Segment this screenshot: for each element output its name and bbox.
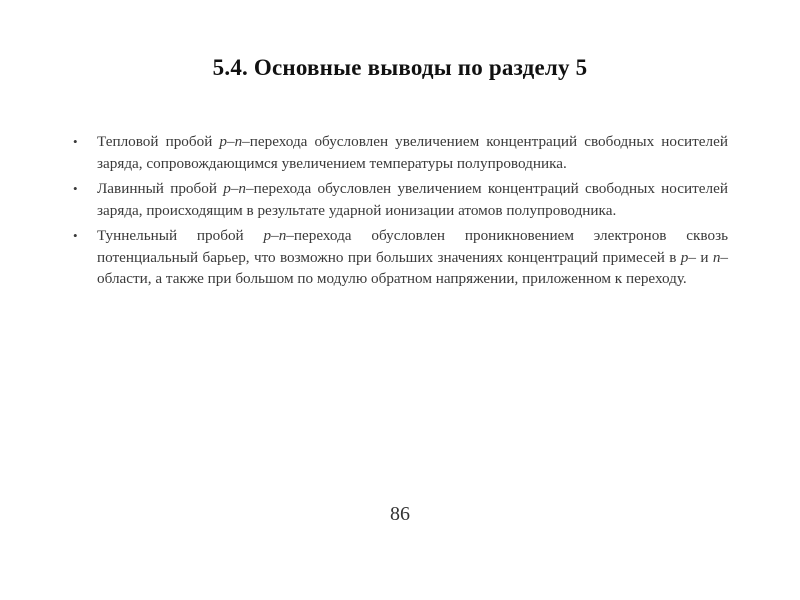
page-title: 5.4. Основные выводы по разделу 5 xyxy=(212,55,588,80)
conclusions-list xyxy=(73,131,728,294)
p-region-term: p xyxy=(680,248,689,266)
pn-term: p–n xyxy=(263,227,287,244)
list-item-tunnel-breakdown xyxy=(73,225,728,290)
bullet-icon: • xyxy=(73,134,78,149)
bullet-icon: • xyxy=(73,228,78,243)
list-item-thermal-breakdown xyxy=(73,131,728,174)
list-item-text: –области, а также при большом по модулю обратном напряжении, приложенном к переходу. xyxy=(97,248,728,287)
list-item-text: Лавинный пробой xyxy=(97,180,224,197)
pn-term: p–n xyxy=(219,133,243,150)
pn-term: p–n xyxy=(223,180,247,197)
page-number: 86 xyxy=(390,503,410,525)
list-item-text: –перехода обусловлен увеличением концентраций свободных носителей заряда, происходящим в результате ударной ионизации атомов полупроводника. xyxy=(97,180,728,219)
list-item-avalanche-breakdown xyxy=(73,178,728,221)
n-region-term: n xyxy=(712,248,721,266)
list-item-text: –перехода обусловлен увеличением концентраций свободных носителей заряда, сопровождающимся увеличением температуры полупроводника. xyxy=(97,133,728,172)
list-item-text: Туннельный пробой xyxy=(97,227,264,244)
bullet-icon: • xyxy=(73,181,78,196)
list-item-text: Тепловой пробой xyxy=(97,133,220,150)
list-item-text: –перехода обусловлен проникновением электронов сквозь потенциальный барьер, что возможно при больших значениях концентраций примесей в xyxy=(97,227,728,266)
list-item-text: – и xyxy=(688,248,713,266)
